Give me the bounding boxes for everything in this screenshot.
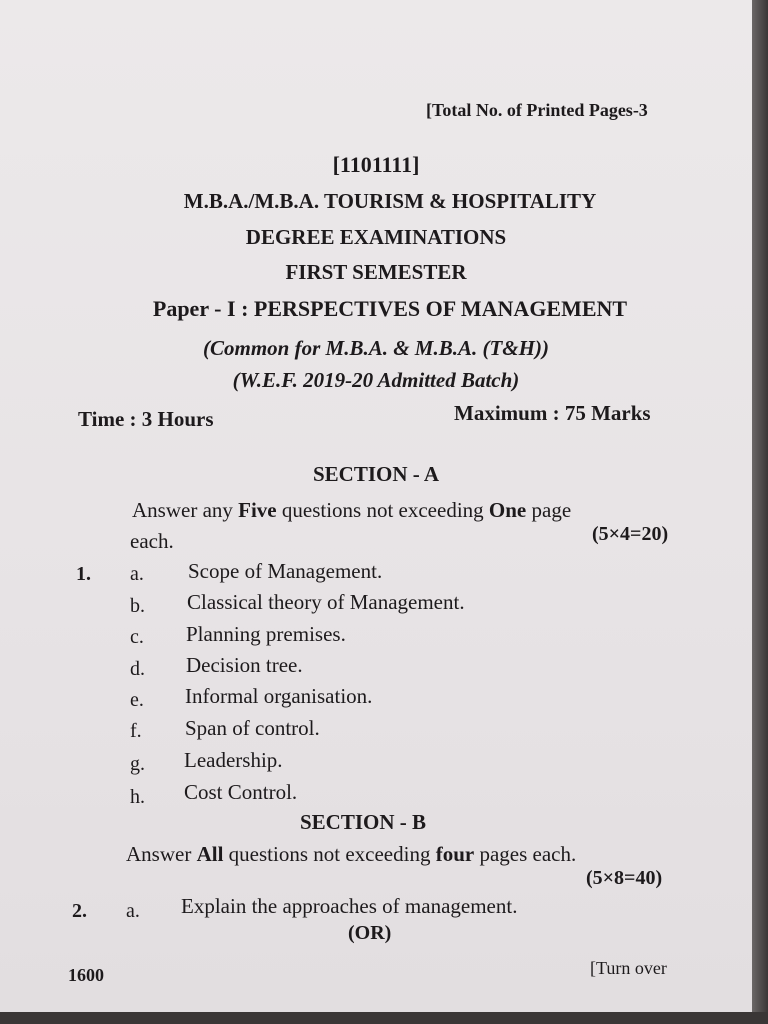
question-item-label: d. xyxy=(130,658,145,680)
question-item-text: Classical theory of Management. xyxy=(187,590,465,614)
paper-code: [1101111] xyxy=(332,152,420,177)
instruction-emphasis: All xyxy=(196,842,224,866)
question-item-text: Leadership. xyxy=(184,748,283,772)
question-item-label: g. xyxy=(130,753,145,775)
section-b-marks: (5×8=40) xyxy=(586,867,663,889)
section-b-heading: SECTION - B xyxy=(300,810,427,834)
question-item-label: h. xyxy=(130,786,145,808)
question-item-label: a. xyxy=(130,563,144,585)
instruction-text: Answer xyxy=(126,842,197,866)
paper-title: Paper - I : PERSPECTIVES OF MANAGEMENT xyxy=(152,296,628,321)
instruction-text: questions not exceeding xyxy=(276,498,489,522)
instruction-emphasis: Five xyxy=(238,498,277,522)
question-number: 1. xyxy=(76,563,91,585)
turn-over-note: [Turn over xyxy=(590,958,667,978)
question-item-text: Explain the approaches of management. xyxy=(181,894,518,918)
question-item-text: Cost Control. xyxy=(184,780,298,804)
batch-note: (W.E.F. 2019-20 Admitted Batch) xyxy=(232,368,520,392)
question-item-label: f. xyxy=(130,720,142,742)
question-item-label: a. xyxy=(126,900,140,922)
question-item-label: b. xyxy=(130,595,145,617)
exam-duration: Time : 3 Hours xyxy=(78,407,214,431)
exam-title: DEGREE EXAMINATIONS xyxy=(245,225,507,249)
common-note: (Common for M.B.A. & M.B.A. (T&H)) xyxy=(203,336,549,360)
question-item-text: Scope of Management. xyxy=(188,559,383,583)
or-divider: (OR) xyxy=(348,922,392,944)
question-item-text: Informal organisation. xyxy=(185,684,373,708)
instruction-text: pages each. xyxy=(474,842,577,866)
question-item-label: c. xyxy=(130,626,144,648)
degree-title: M.B.A./M.B.A. TOURISM & HOSPITALITY xyxy=(183,189,597,213)
section-a-instruction-cont: each. xyxy=(130,529,174,553)
instruction-emphasis: One xyxy=(488,498,527,522)
total-pages-note: [Total No. of Printed Pages-3 xyxy=(426,100,648,120)
page-shadow-bottom xyxy=(0,1012,768,1024)
section-a-marks: (5×4=20) xyxy=(592,523,669,545)
instruction-text: page xyxy=(526,498,572,522)
semester-title: FIRST SEMESTER xyxy=(285,260,467,284)
instruction-text: Answer any xyxy=(132,498,239,522)
question-item-label: e. xyxy=(130,689,144,711)
instruction-emphasis: four xyxy=(435,842,475,866)
question-item-text: Decision tree. xyxy=(186,653,303,677)
question-item-text: Span of control. xyxy=(185,716,320,740)
question-number: 2. xyxy=(72,900,87,922)
section-b-instruction xyxy=(126,842,576,867)
page-code: 1600 xyxy=(68,965,104,985)
maximum-marks: Maximum : 75 Marks xyxy=(454,401,651,425)
page-shadow-right xyxy=(752,0,768,1024)
section-a-instruction xyxy=(132,498,571,523)
section-a-heading: SECTION - A xyxy=(312,462,440,486)
instruction-text: questions not exceeding xyxy=(223,842,436,866)
question-item-text: Planning premises. xyxy=(186,622,346,646)
